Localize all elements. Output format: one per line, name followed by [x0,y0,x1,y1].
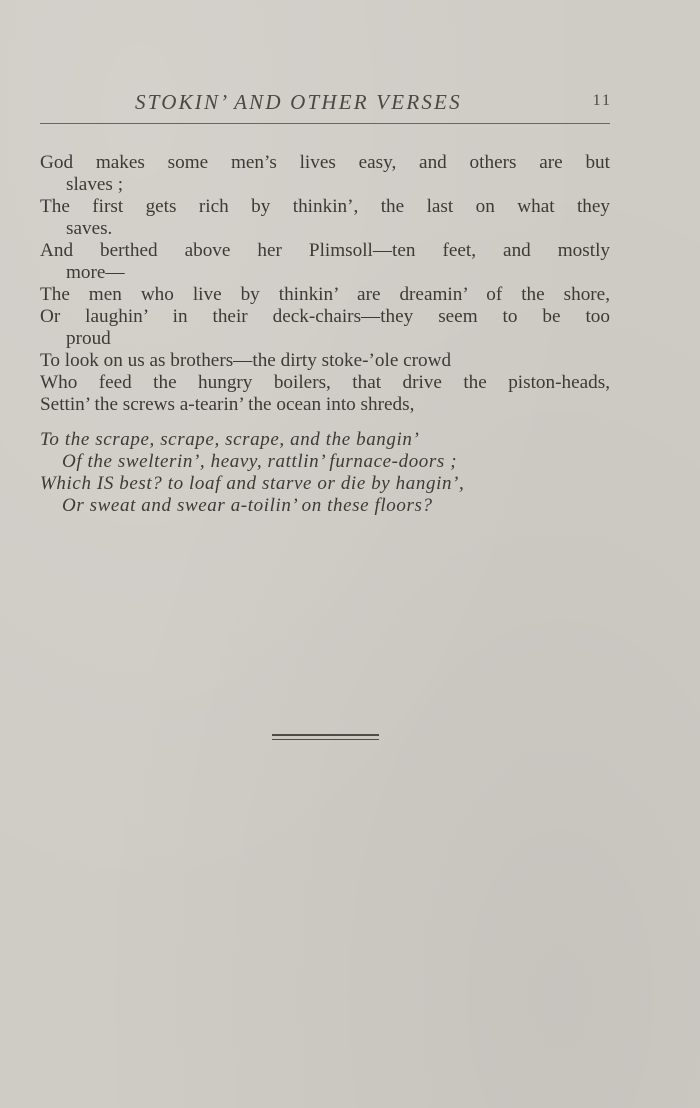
page-number: 11 [592,92,612,109]
verse-line: And berthed above her Plimsoll—ten feet, and mostly [40,240,610,261]
verse-line: Who feed the hungry boilers, that drive the piston-heads, [40,372,610,393]
poem-stanza [40,152,610,416]
verse-line: The first gets rich by thinkin’, the last on what they [40,196,610,217]
verse-line: To look on us as brothers—the dirty stoke-’ole crowd [40,350,452,371]
refrain-line-indented: Or sweat and swear a-toilin’ on these floors? [62,495,433,516]
verse-line-continuation: saves. [66,218,113,239]
running-head [40,90,612,120]
verse-line: Or laughin’ in their deck-chairs—they seem to be too [40,306,610,327]
verse-line: The men who live by thinkin’ are dreamin’ of the shore, [40,284,610,305]
end-ornament-rule [272,734,379,742]
verse-line: Settin’ the screws a-tearin’ the ocean into shreds, [40,394,415,415]
ornament-rule-thin [272,739,379,740]
refrain-line: To the scrape, scrape, scrape, and the bangin’ [40,429,420,450]
verse-line: God makes some men’s lives easy, and others are but [40,152,610,173]
refrain-line: Which IS best? to loaf and starve or die by hangin’, [40,473,465,494]
refrain-line-indented: Of the swelterin’, heavy, rattlin’ furnace-doors ; [62,451,458,472]
verse-line-continuation: slaves ; [66,174,124,195]
verse-line-continuation: proud [66,328,111,349]
ornament-rule-thick [272,734,379,736]
verse-line-continuation: more— [66,262,125,283]
header-rule [40,123,610,124]
running-title: STOKIN’ AND OTHER VERSES [135,90,462,114]
poem-refrain [40,429,610,517]
